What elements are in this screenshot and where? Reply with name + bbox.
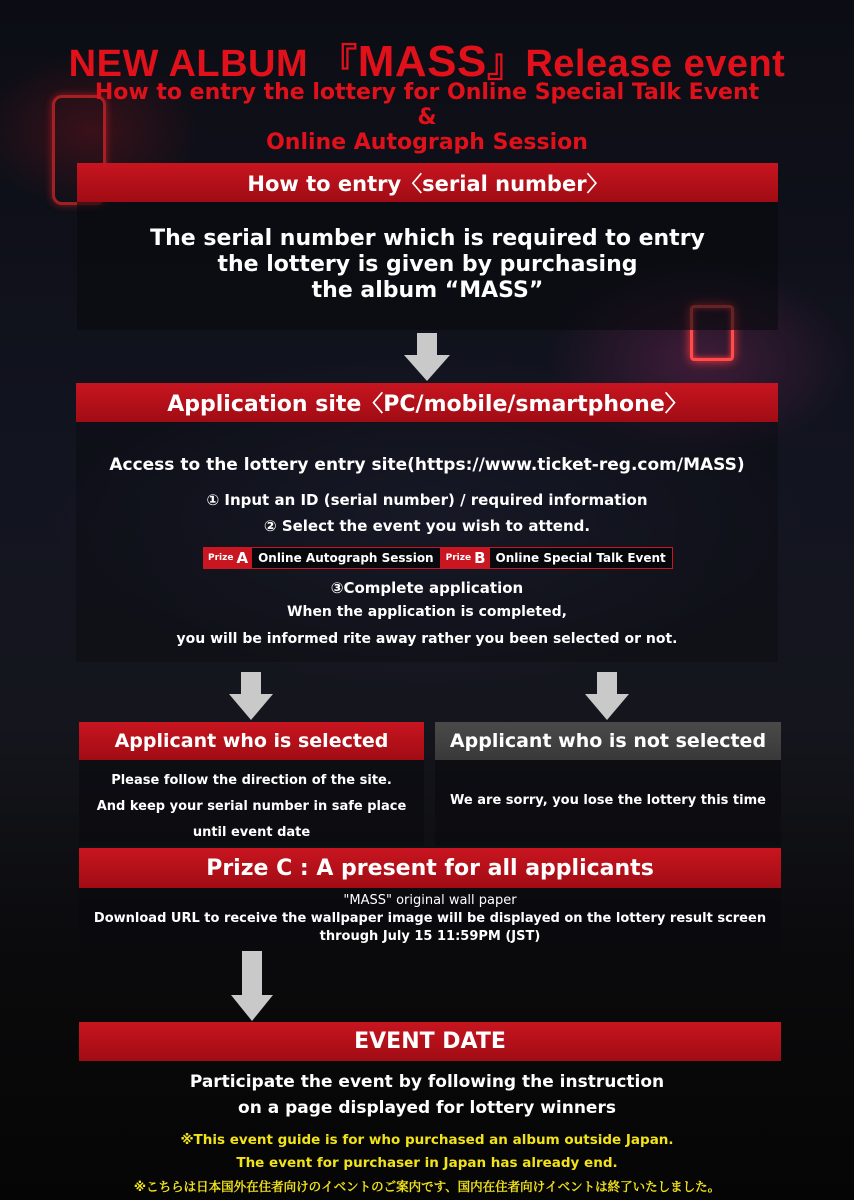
down-arrow-left-icon (229, 672, 273, 720)
selected-panel (79, 760, 424, 846)
subtitle-line2: Online Autograph Session (266, 130, 588, 155)
page-title (0, 32, 854, 87)
subtitle-line1: How to entry the lottery for Online Special Talk Event (94, 80, 760, 105)
prize-b-letter: B (474, 549, 486, 567)
event-date-heading: EVENT DATE (354, 1029, 506, 1054)
not-selected-panel (435, 760, 781, 846)
prize-a-letter: A (236, 549, 249, 567)
footer-notes (0, 1129, 854, 1198)
application-step1: ① Input an ID (serial number) / required information (206, 491, 648, 509)
prize-c-line2: Download URL to receive the wallpaper image will be displayed on the lottery result screen (93, 911, 767, 926)
application-heading: Application site〈PC/mobile/smartphone〉 (167, 392, 687, 417)
prize-c-heading: Prize C : A present for all applicants (206, 855, 654, 881)
not-selected-heading: Applicant who is not selected (449, 730, 767, 752)
serial-line1: The serial number which is required to entry (150, 226, 705, 251)
subtitle-amp: & (417, 105, 437, 130)
prize-c-line1: "MASS" original wall paper (343, 893, 517, 908)
subtitle (0, 80, 854, 155)
prize-options (203, 547, 673, 569)
title-album: MASS (357, 37, 487, 86)
down-arrow-icon (404, 333, 450, 381)
selected-line2: And keep your serial number in safe place (96, 799, 407, 814)
not-selected-heading-bar (435, 722, 781, 760)
application-access: Access to the lottery entry site(https://www.ticket-reg.com/MASS) (109, 455, 745, 475)
prize-c-panel (79, 888, 781, 950)
event-date-heading-bar (79, 1022, 781, 1061)
selected-line3: until event date (192, 825, 311, 840)
footer-note1: ※This event guide is for who purchased an album outside Japan. (180, 1132, 674, 1148)
serial-line2: the lottery is given by purchasing (217, 252, 638, 277)
prize-a-name: Online Autograph Session (252, 548, 440, 568)
not-selected-line1: We are sorry, you lose the lottery this time (450, 793, 766, 808)
footer-note3: ※こちらは日本国外在住者向けのイベントのご案内です、国内在住者向けイベントは終了いたしました。 (133, 1179, 721, 1194)
prize-b-name: Online Special Talk Event (490, 548, 672, 568)
event-date-line1: Participate the event by following the instruction (189, 1072, 665, 1092)
application-heading-bar (76, 383, 778, 422)
selected-heading: Applicant who is selected (114, 730, 389, 752)
down-arrow-right-icon (585, 672, 629, 720)
serial-heading-bar (77, 163, 778, 202)
down-arrow-long-icon (231, 951, 273, 1021)
prize-a-tag (203, 547, 441, 569)
application-note1: When the application is completed, (287, 604, 567, 620)
prize-c-line3: through July 15 11:59PM (JST) (319, 929, 541, 944)
serial-line3: the album “MASS” (311, 278, 544, 303)
application-note2: you will be informed rite away rather you been selected or not. (176, 631, 678, 647)
prize-c-heading-bar (79, 848, 781, 888)
title-suffix: 』Release event (486, 43, 786, 85)
title-prefix: NEW ALBUM 『 (68, 43, 358, 85)
selected-heading-bar (79, 722, 424, 760)
footer-note2: The event for purchaser in Japan has already end. (236, 1155, 618, 1171)
serial-heading: How to entry〈serial number〉 (247, 171, 608, 196)
prize-b-tag (441, 547, 673, 569)
selected-line1: Please follow the direction of the site. (111, 773, 392, 788)
serial-panel (77, 202, 778, 330)
event-date-line2: on a page displayed for lottery winners (238, 1098, 616, 1118)
event-date-body (0, 1069, 854, 1121)
prize-a-word: Prize (208, 553, 234, 563)
application-step3: ③Complete application (330, 579, 524, 597)
application-step2: ② Select the event you wish to attend. (263, 517, 591, 535)
prize-b-word: Prize (445, 553, 472, 563)
